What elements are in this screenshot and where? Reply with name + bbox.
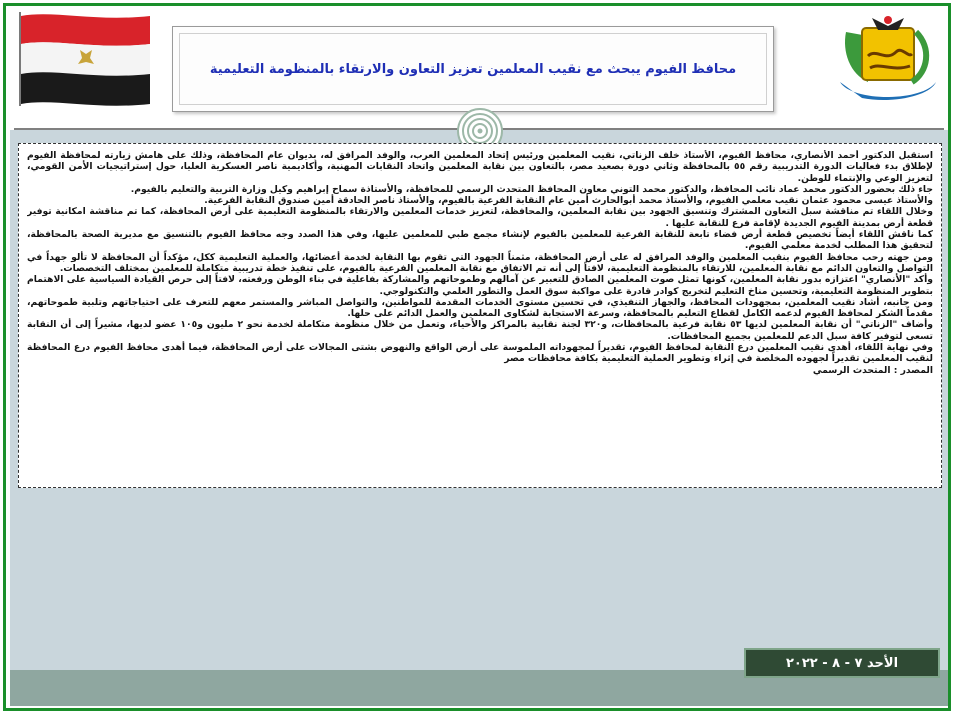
article-paragraph: وأكد "الأنصاري" اعتزازه بدور نقابة المعلمين، كونها تمثل صوت المعلمين الصادق للتعبير عن آمالهم وطموحاتهم والمشاركة بفاعلية في بناء الوطن ورفعته، لافتاً إلى حرص القيادة السياسية على الاهتمام بتطوير المنظومة التعليمية، وتحسين مناخ التعليم لتخريج كوادر قادرة على مواكبة سوق العمل والتطور العلمي والتكنولوجي. (27, 274, 933, 297)
headline-inner-frame (179, 33, 767, 105)
headline-box (172, 26, 774, 112)
article-paragraph: ومن جانبه، أشاد نقيب المعلمين، بمجهودات المحافظ، والجهاز التنفيذي، في تحسين مستوى الخدمات المقدمة للمواطنين، والتواصل المباشر والمستمر معهم للتعرف على احتياجاتهم وتلبية طموحاتهم، مقدماً الشكر لمحافظ الفيوم لدعمه الكامل لقطاع التعليم بالمحافظة، وسرعة الاستجابة لشكاوى المعلمين والعمل الدائم على حلها. (27, 296, 933, 320)
egypt-flag-icon (14, 8, 154, 108)
article-paragraph: وفي نهاية اللقاء، أهدى نقيب المعلمين درع النقابة لمحافظ الفيوم، تقديراً لمجهوداته الملموسة على أرض الواقع والنهوض بشتى المجالات على أرض المحافظة، فيما أهدى محافظ الفيوم درع المحافظة لنقيب المعلمين تقديراً لجهوده المخلصة في إثراء وتطوير العملية التعليمية بكافة محافظات مصر (27, 342, 933, 365)
article-body (27, 150, 933, 478)
publish-date: الأحد ٧ - ٨ - ٢٠٢٢ (785, 655, 899, 671)
article-box (18, 143, 942, 488)
article-paragraph: وأضاف "الزناتي" أن نقابة المعلمين لديها ٥٣ نقابة فرعية بالمحافظات، و٣٢٠ لجنة نقابية بالمراكز والأحياء، وتعمل من خلال منظومة متكاملة لخدمة نحو ٢ مليون و١٠٥ عضو لديها، مشيراً إلى أن النقابة تسعى لتوفير كافة سبل الدعم للمعلمين بجميع المحافظات. (27, 319, 933, 342)
article-paragraph: كما ناقش اللقاء أيضاً تخصيص قطعة أرض فضاء تابعة للنقابة الفرعية للمعلمين بالفيوم لإنشاء مجمع طبي للمعلمين عليها، وفي هذا الصدد وجه محافظ الفيوم بالتنسيق مع مديرية الصحة بالمحافظة، لتحقيق هذا المطلب لخدمة معلمي الفيوم. (27, 229, 933, 252)
article-paragraph: ومن جهته رحب محافظ الفيوم بنقيب المعلمين والوفد المرافق له على أرض المحافظة، مثمناً الجهود التي تقوم بها النقابة لخدمة أعضائها، والعملية التعليمية ككل، مؤكداً أن المحافظة لا تألو جهداً في التواصل والتعاون الدائم مع نقابة المعلمين، للارتقاء بالمنظومة التعليمية، لافتاً إلى أنه تم الاتفاق مع نقابة المعلمين الفرعية بالفيوم، على تنفيذ خطة تدريبية متكاملة للمعلمين بمختلف التخصصات. (27, 251, 933, 274)
article-source: المصدر : المتحدث الرسمي (812, 364, 933, 376)
article-paragraph: جاء ذلك بحضور الدكتور محمد عماد نائب المحافظ، والدكتور محمد التوني معاون المحافظ المتحدث الرسمي للمحافظة، والأستاذة سماح إبراهيم وكيل وزارة التربية والتعليم بالفيوم. (130, 183, 933, 195)
date-badge (744, 648, 940, 678)
article-paragraph: والأستاذ عيسى محمود عثمان نقيب معلمي الفيوم، والأستاذ محمد أبوالحارث أمين عام النقابة الفرعية بالفيوم، والأستاذ ناصر الحادقة أمين صندوق النقابة الفرعية. (204, 195, 933, 207)
article-paragraph: استقبل الدكتور أحمد الأنصاري، محافظ الفيوم، الأستاذ خلف الزناتي، نقيب المعلمين ورئيس إتحاد المعلمين العرب، والوفد المرافق له، بديوان عام المحافظة، وذلك على هامش زيارته لمحافظة الفيوم لإطلاق بدء فعاليات الدورة التدريبية رقم ٥٥ بالمحافظة وثاني دورة بصعيد مصر، بالتعاون بين نقابة المعلمين واتحاد النقابات المهنية، وأكاديمية ناصر العسكرية العليا، حول إستراتيجيات الأمن القومي، لتعزيز الوعي والإنتماء للوطن. (27, 150, 933, 184)
fayoum-governorate-logo-icon (832, 12, 942, 104)
article-paragraph: وخلال اللقاء تم مناقشة سبل التعاون المشترك وتنسيق الجهود بين نقابة المعلمين، والمحافظة، لتعزيز خدمات المعلمين والارتقاء بالمنظومة التعليمية على أرض المحافظة، كما تم مناقشة امكانية توفير قطعة أرض بمدينة الفيوم الجديدة لإقامة فرع للنقابة عليها . (27, 206, 933, 229)
headline: محافظ الفيوم يبحث مع نقيب المعلمين تعزيز التعاون والارتقاء بالمنظومة التعليمية (209, 61, 737, 77)
